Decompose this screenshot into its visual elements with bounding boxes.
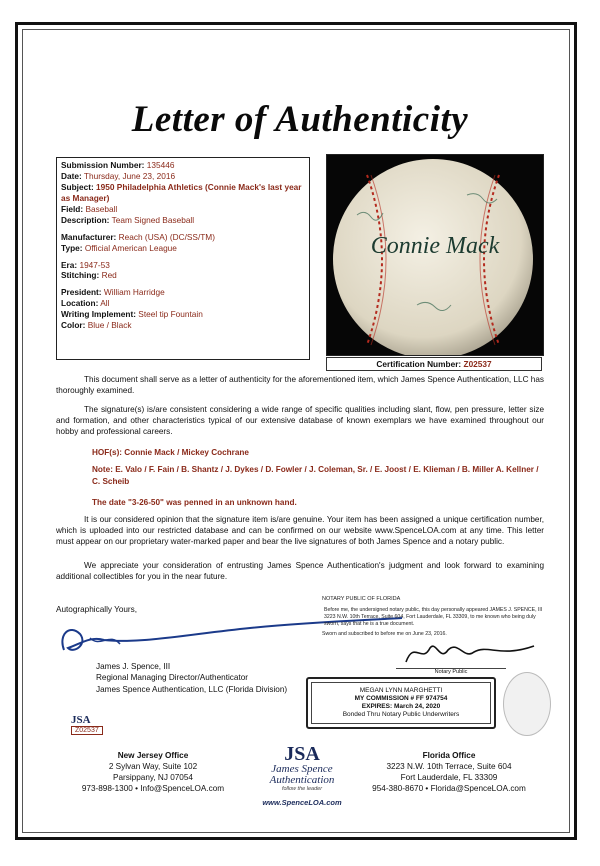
website-link[interactable]: www.SpenceLOA.com	[262, 798, 342, 807]
writing-implement: Steel tip Fountain	[138, 309, 203, 320]
nj-office-title: New Jersey Office	[117, 751, 189, 760]
jsa-logo-small: JSA	[71, 714, 91, 726]
stitching: Red	[101, 270, 117, 281]
notary-header: NOTARY PUBLIC OF FLORIDA	[322, 596, 401, 602]
stamp-commission: MY COMMISSION # FF 974754	[354, 695, 448, 703]
date-note: The date "3-26-50" was penned in an unknown hand.	[92, 498, 297, 507]
paragraph-consistency: The signature(s) is/are consistent considering a wide range of specific qualities including slant, flow, pen pressure, letter size and formation, and other characteristics typical of our extensive database of known exemplars we have examined throughout our hobby and professional careers.	[56, 405, 544, 437]
note-line: Note: E. Valo / F. Fain / B. Shantz / J. Dykes / D. Fowler / J. Coleman, Sr. / E. Joost / E. Klieman / B. Miller A. Kellner / C. Scheib	[92, 465, 539, 487]
notary-signature	[400, 636, 540, 670]
stamp-expires: EXPIRES: March 24, 2020	[361, 703, 441, 711]
stitching-row: Stitching: Red	[61, 270, 117, 281]
color-row: Color: Blue / Black	[61, 320, 132, 331]
description-row: Description: Team Signed Baseball	[61, 214, 195, 225]
era: 1947-53	[79, 259, 110, 270]
notary-stamp	[306, 677, 496, 729]
closing: Autographically Yours,	[56, 605, 138, 614]
era-row: Era: 1947-53	[61, 259, 110, 270]
signer-company: James Spence Authentication, LLC (Florida Division)	[96, 685, 288, 694]
date-row: Date: Thursday, June 23, 2016	[61, 170, 176, 181]
baseball-photo	[326, 154, 544, 356]
manufacturer-row: Manufacturer: Reach (USA) (DC/SS/TM)	[61, 231, 215, 242]
jsa-logo-sub: James Spence Authentication	[269, 763, 335, 786]
description: Team Signed Baseball	[111, 214, 195, 225]
field-row: Field: Baseball	[61, 203, 118, 214]
stamp-bonded: Bonded Thru Notary Public Underwriters	[342, 711, 460, 719]
certification-number-box: Certification Number: Z02537	[326, 357, 542, 371]
fl-office-title: Florida Office	[422, 751, 476, 760]
hof-line: HOF(s): Connie Mack / Mickey Cochrane	[92, 448, 249, 457]
signer-title: Regional Managing Director/Authenticator	[96, 673, 249, 682]
footer-fl-office: Florida Office 3223 N.W. 10th Terrace, Suite 604 Fort Lauderdale, FL 33309 954-380-8670 • Florida@SpenceLOA.com	[354, 750, 544, 795]
president: William Harridge	[103, 287, 165, 298]
submission-date: Thursday, June 23, 2016	[83, 170, 176, 181]
jsa-certification-sticker	[71, 714, 127, 736]
field: Baseball	[85, 203, 118, 214]
baseball-signature: Connie Mack	[370, 233, 500, 259]
stamp-name: MEGAN LYNN MARGHETTI	[359, 687, 443, 694]
ink-color: Blue / Black	[87, 320, 132, 331]
certification-number: Z02537	[463, 359, 492, 369]
jsa-logo: JSA	[284, 743, 320, 765]
submission-number: 135446	[146, 160, 175, 170]
letter-title: Letter of Authenticity	[131, 99, 469, 140]
president-row: President: William Harridge	[61, 287, 165, 298]
notary-section	[322, 596, 548, 638]
signer-name: James J. Spence, III	[96, 662, 171, 671]
footer-nj-office: New Jersey Office 2 Sylvan Way, Suite 102 Parsippany, NJ 07054 973-898-1300 • Info@SpenceLOA.com	[58, 750, 248, 795]
sticker-code: Z02537	[71, 726, 103, 735]
subject: 1950 Philadelphia Athletics (Connie Mack's last year as Manager)	[61, 181, 302, 203]
embossed-seal	[503, 672, 551, 736]
type-row: Type: Official American League	[61, 242, 177, 253]
nj-contact: 973-898-1300 • Info@SpenceLOA.com	[81, 784, 225, 794]
paragraph-opinion: It is our considered opinion that the signature item is/are genuine. Your item has been assigned a unique certification number, which is uploaded into our restricted database and can be confirmed on our website www.SpenceLOA.com at any time. This letter must appear on our proprietary water-marked paper and bear the live signatures of both James Spence and a notary public.	[56, 515, 544, 547]
manufacturer: Reach (USA) (DC/SS/TM)	[118, 231, 215, 242]
type: Official American League	[84, 242, 177, 253]
notary-text: Before me, the undersigned notary public, this day personally appeared JAMES J. SPENCE, III 3223 N.W. 10th Terrace, Suite 604, Fort Lauderdale, FL 33309, to me known who being duly sworn, says that he is a true document.	[324, 607, 543, 628]
notary-sworn: Sworn and subscribed to before me on June 23, 2016.	[322, 631, 447, 638]
location-row: Location: All	[61, 298, 110, 309]
subject-row: Subject: 1950 Philadelphia Athletics (Connie Mack's last year as Manager)	[61, 181, 302, 203]
paragraph-intro: This document shall serve as a letter of authenticity for the aforementioned item, which James Spence Authentication, LLC has thoroughly examined.	[56, 375, 544, 396]
paragraph-appreciation: We appreciate your consideration of entrusting James Spence Authentication's judgment and look forward to examining additional collectibles for you in the near future.	[56, 561, 544, 582]
fl-contact: 954-380-8670 • Florida@SpenceLOA.com	[372, 784, 526, 794]
footer-jsa-logo	[252, 744, 352, 807]
notary-label: Notary Public	[396, 668, 506, 675]
baseball-image	[327, 155, 543, 355]
item-details-box	[56, 157, 310, 360]
jsa-tagline: follow the leader	[281, 786, 323, 792]
writing-implement-row: Writing Implement: Steel tip Fountain	[61, 309, 203, 320]
location: All	[100, 298, 110, 309]
submission-number-row: Submission Number: 135446	[61, 160, 175, 170]
